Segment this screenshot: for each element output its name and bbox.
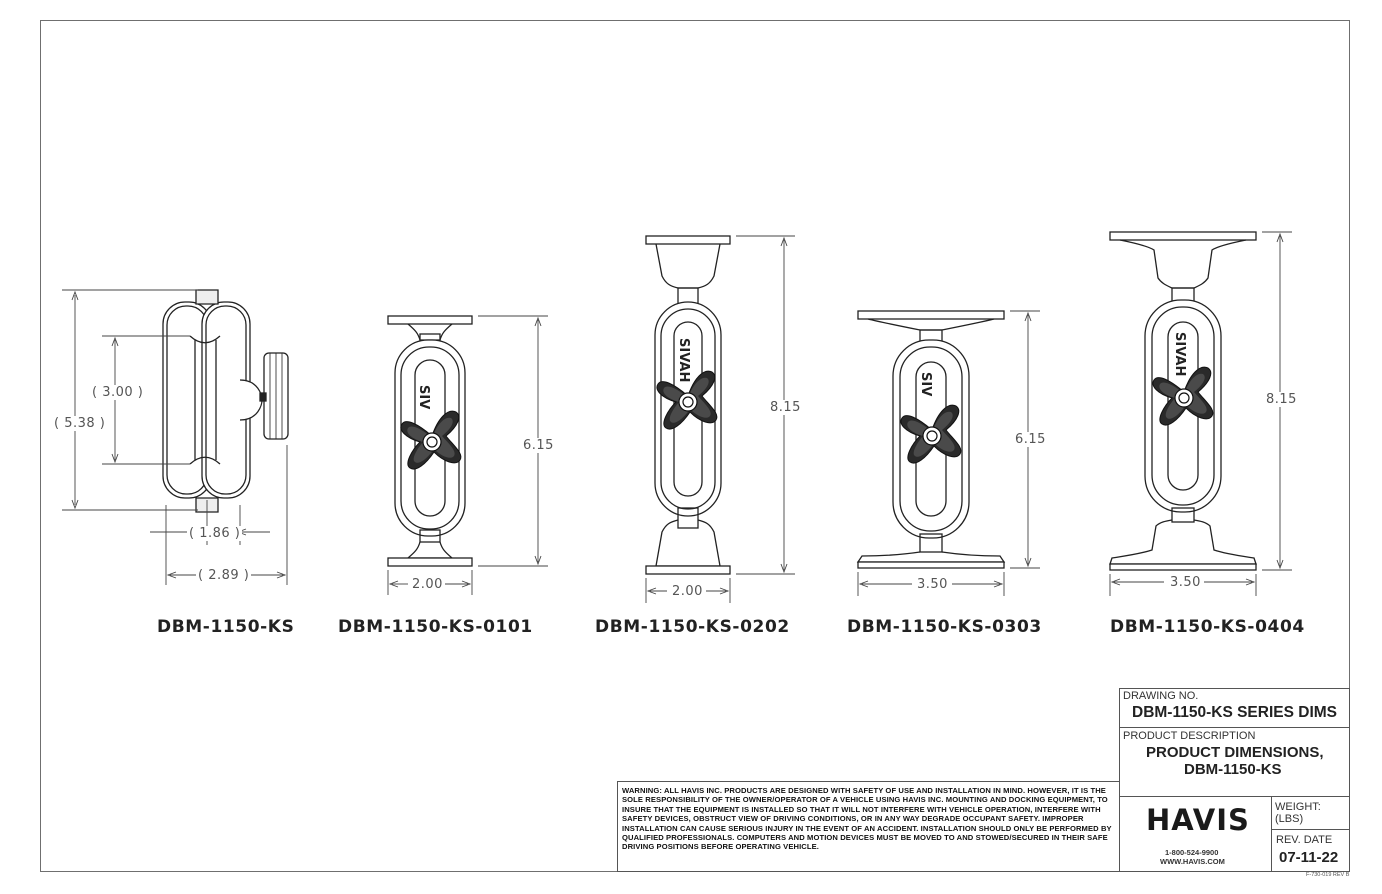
dim-ks-depth2-value: 2.89	[208, 568, 240, 583]
model-label-ks: DBM-1150-KS	[157, 617, 295, 637]
svg-text:SIV: SIV	[416, 385, 431, 410]
dim-ks-depth2: ( 2.89 )	[198, 568, 250, 583]
dim-0404-height: 8.15	[1266, 392, 1297, 407]
form-number: F-730-019 REV B	[1306, 872, 1350, 878]
dim-0202-height: 8.15	[770, 400, 801, 415]
svg-text:SIVAH: SIVAH	[676, 338, 691, 383]
dim-ks-depth1-value: 1.86	[199, 526, 231, 541]
description-label: PRODUCT DESCRIPTION	[1123, 730, 1256, 742]
dim-0303-height: 6.15	[1015, 432, 1046, 447]
dim-ks-inner-value: 3.00	[102, 385, 134, 400]
svg-text:SIVAH: SIVAH	[1172, 332, 1187, 377]
description-line2: DBM-1150-KS	[1184, 761, 1282, 778]
description-line1: PRODUCT DIMENSIONS,	[1146, 744, 1324, 761]
rev-date: 07-11-22	[1279, 849, 1339, 866]
model-label-0303: DBM-1150-KS-0303	[847, 617, 1042, 637]
dim-ks-inner: ( 3.00 )	[92, 385, 144, 400]
website: WWW.HAVIS.COM	[1160, 857, 1225, 866]
rev-label: REV. DATE	[1276, 834, 1333, 846]
dim-ks-height-value: 5.38	[64, 416, 96, 431]
drawing-no: DBM-1150-KS SERIES DIMS	[1132, 704, 1337, 721]
svg-text:SIV: SIV	[918, 372, 933, 397]
rev-box	[1271, 829, 1350, 872]
weight-label: WEIGHT: (LBS)	[1275, 801, 1321, 825]
weight-box	[1271, 796, 1350, 830]
dim-ks-height: ( 5.38 )	[54, 416, 106, 431]
ks-side-view	[163, 290, 288, 512]
model-label-0202: DBM-1150-KS-0202	[595, 617, 790, 637]
dim-0101-height: 6.15	[523, 438, 554, 453]
model-label-0101: DBM-1150-KS-0101	[338, 617, 533, 637]
havis-logo: HAVIS	[1146, 803, 1250, 837]
dim-0101-width: 2.00	[412, 577, 443, 592]
dim-0303-width: 3.50	[917, 577, 948, 592]
model-label-0404: DBM-1150-KS-0404	[1110, 617, 1305, 637]
dim-0202-width: 2.00	[672, 584, 703, 599]
dim-0404-width: 3.50	[1170, 575, 1201, 590]
dim-ks-depth1: ( 1.86 )	[189, 526, 241, 541]
drawing-no-label: DRAWING NO.	[1123, 690, 1199, 702]
warning-text: WARNING: ALL HAVIS INC. PRODUCTS ARE DESIGNED WITH SAFETY OF USE AND INSTALLATION IN MIND. HOWEVER, IT IS THE SOLE RESPONSIBILITY OF THE OWNER/OPERATOR OF A VEHICLE USING HAVIS INC. MOUNTING AND DOCKING EQUIPMENT, TO INSURE THAT THE EQUIPMENT IS INSTALLED SO THAT IT WILL NOT INTERFERE WITH VEHICLE OPERATION, INTERFERE WITH SAFETY DEVICES, OBSTRUCT VIEW OF DRIVING CONDITIONS, OR IN ANY WAY DEGRADE OCCUPANT SAFETY. IMPROPER INSTALLATION CAN CAUSE SERIOUS INJURY IN THE EVENT OF AN ACCIDENT. INSTALLATION SHOULD ONLY BE PERFORMED BY QUALIFIED PROFESSIONALS. COMPUTERS AND MOTION DEVICES MUST BE MOVED TO AND STOWED/SECURED IN THEIR SAFE DRIVING POSITIONS BEFORE OPERATING VEHICLE.	[622, 786, 1112, 852]
phone-number: 1-800-524-9900	[1165, 848, 1219, 857]
description-box	[1119, 727, 1350, 797]
logo-box	[1119, 796, 1272, 872]
drawing-no-box	[1119, 688, 1350, 728]
